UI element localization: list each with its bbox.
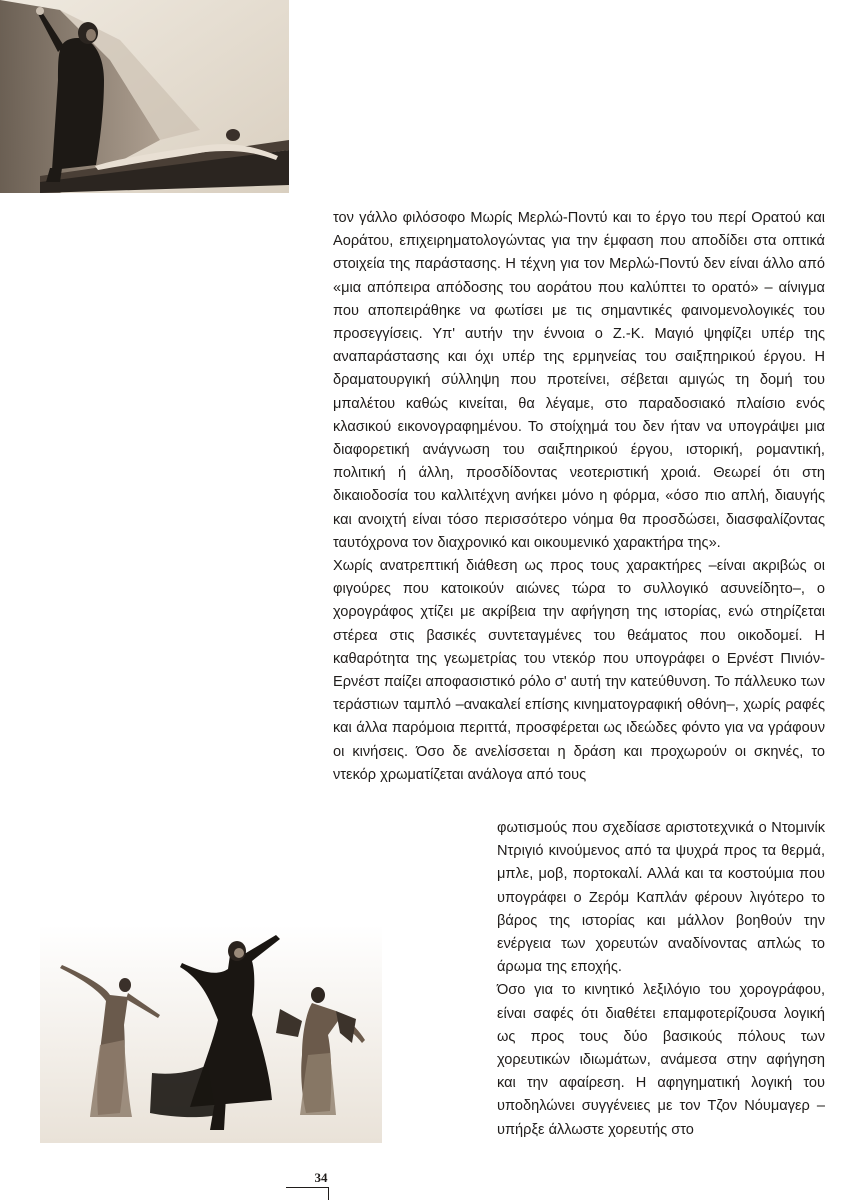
- page-number-rule-vertical: [328, 1187, 329, 1200]
- article-paragraph: Όσο για το κινητικό λεξιλόγιο του χορογράφου, είναι σαφές ότι διαθέτει επαμφοτερίζουσα λογική ως προς τους δύο βασικούς πόλους των χορευτικών ιδιωμάτων, ανάμεσα στην αφήγηση και την αφαίρεση. Η αφηγηματική λογική του υποδηλώνει συγγένειες με τον Τζον Νόυμαγερ –υπήρξε άλλωστε χορευτής στο: [497, 982, 825, 1138]
- article-main-column: [333, 207, 825, 787]
- page-number-rule: [286, 1187, 329, 1188]
- article-paragraph: τον γάλλο φιλόσοφο Μωρίς Μερλώ-Ποντύ και το έργο του περί Ορατού και Αοράτου, επιχειρηματολογώντας για την έμφαση που αποδίδει στα οπτικά στοιχεία της παράστασης. Η τέχνη για τον Μερλώ-Ποντύ δεν είναι άλλο από «μια απόπειρα απόδοσης του αοράτου που καλύπτει το ορατό» – αίνιγμα που αποπειράθηκε να φωτίσει με τις σημαντικές φαινομενολογικές του προσεγγίσεις. Υπ' αυτήν την έννοια ο Ζ.-Κ. Μαγιό ψηφίζει υπέρ της αναπαράστασης και όχι υπέρ της ερμηνείας του σαιξπηρικού έργου. Η δραματουργική σύλληψη που προτείνει, σέβεται αμιγώς τη δομή του μπαλέτου καθώς κινείται, θα λέγαμε, στο παραδοσιακό πλαίσιο ενός κλασικού εικονογραφημένου. Το στοίχημά του δεν ήταν να υπογράψει μια διαφορετική ανάγνωση του σαιξπηρικού έργου, ιστορική, ρομαντική, πολιτική ή άλλη, προσδίδοντας νεοτεριστική χροιά. Θεωρεί ότι στη δικαιοδοσία του καλλιτέχνη ανήκει μόνο η φόρμα, «όσο πιο απλή, διαυγής και ανοιχτή είναι τόσο περισσότερο νόημα θα προσδώσει, διασφαλίζοντας ταυτόχρονα τον διαχρονικό και οικουμενικό χαρακτήρα της».: [333, 210, 825, 551]
- article-narrow-column: [497, 817, 825, 1142]
- photo-dancers-bottom: [40, 925, 382, 1143]
- article-paragraph: φωτισμούς που σχεδίασε αριστοτεχνικά ο Ντομινίκ Ντριγιό κινούμενος από τα ψυχρά προς τα θερμά, μπλε, μοβ, πορτοκαλί. Αλλά και τα κοστούμια που υπογράφει ο Ζερόμ Καπλάν φέρουν λιγότερο το βάρος της ιστορίας και μάλλον βοηθούν την ενέργεια των χορευτών αναδίνοντας απλώς το άρωμα της εποχής.: [497, 820, 825, 976]
- photo-stage-top: [0, 0, 289, 193]
- page-number: 34: [314, 1170, 328, 1185]
- photo-dancers-bottom-image: [40, 925, 382, 1143]
- article-paragraph: Χωρίς ανατρεπτική διάθεση ως προς τους χαρακτήρες –είναι ακριβώς οι φιγούρες που κατοικούν αιώνες τώρα το συλλογικό ασυνείδητο–, ο χορογράφος χτίζει με ακρίβεια την αφήγηση της ιστορίας, ενώ στηρίζεται στέρεα στις βασικές συντεταγμένες του θεάματος που οικοδομεί. Η καθαρότητα της γεωμετρίας του ντεκόρ που υπογράφει ο Ερνέστ Πινιόν-Ερνέστ παίζει αποφασιστικό ρόλο σ' αυτή την κατεύθυνση. Το πάλλευκο των τεράστιων ταμπλό –ανακαλεί επίσης κινηματογραφική οθόνη–, χωρίς ραφές και άλλα παρόμοια περιττά, προσφέρεται ως ιδεώδες φόντο για να γράφουν οι κινήσεις. Όσο δε ανελίσσεται η δράση και προχωρούν οι σκηνές, το ντεκόρ χρωματίζεται ανάλογα από τους: [333, 558, 825, 783]
- photo-stage-top-image: [0, 0, 289, 193]
